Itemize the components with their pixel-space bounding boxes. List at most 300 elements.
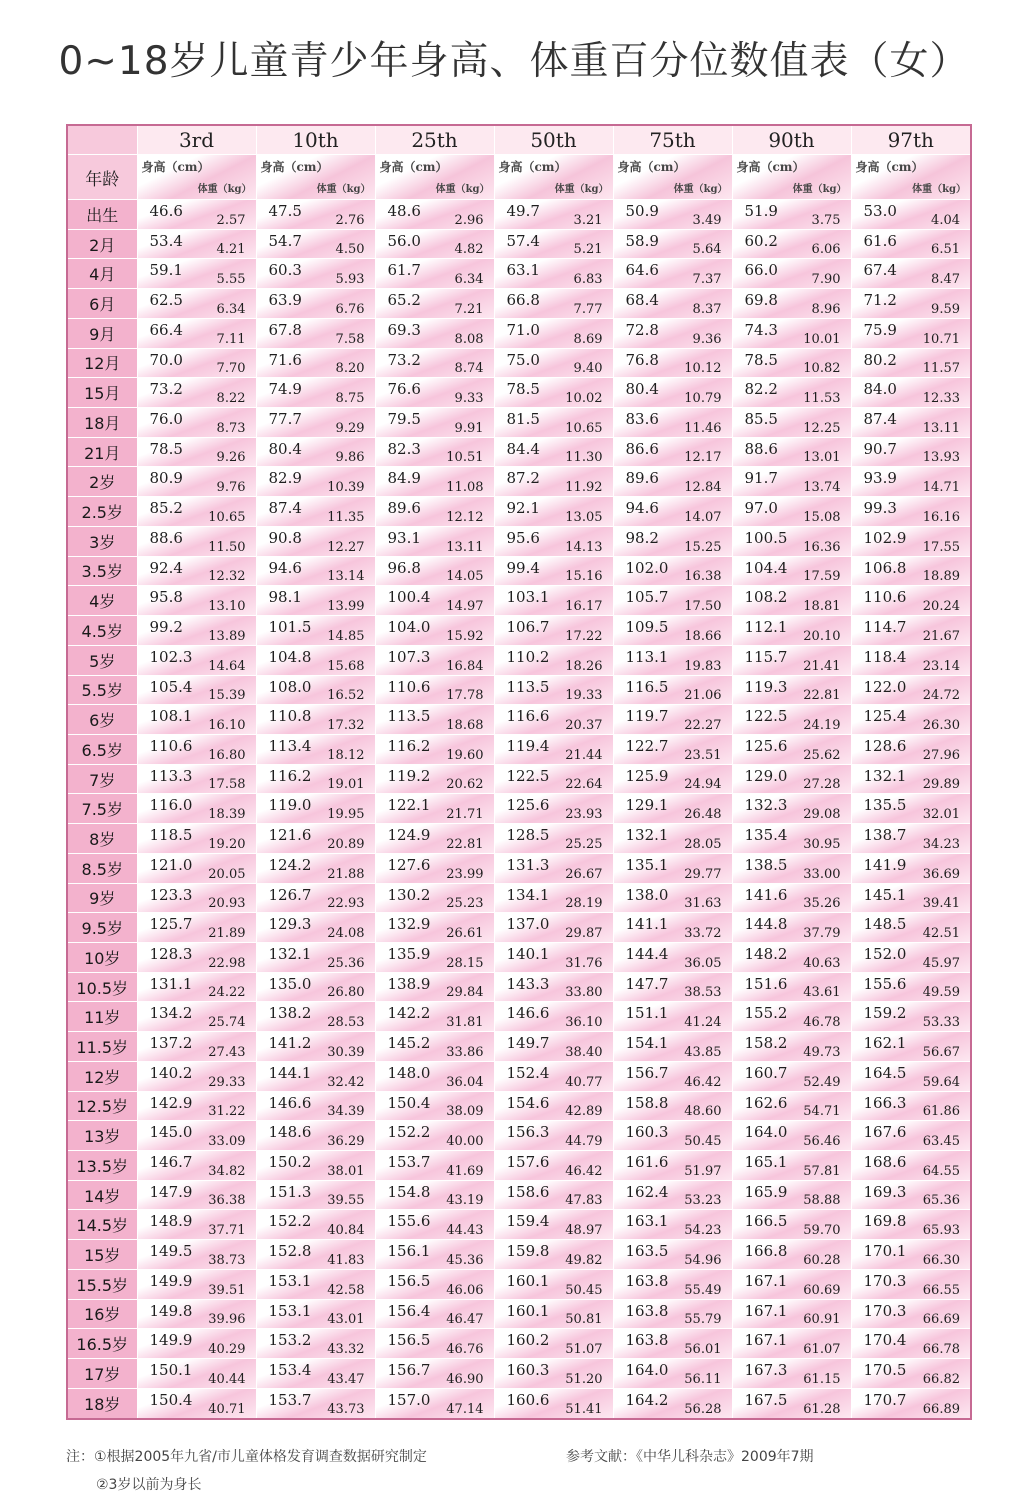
weight-value: 27.43 [208,1044,246,1060]
value-cell [851,913,971,943]
height-value: 66.0 [744,261,778,280]
weight-value: 59.64 [922,1074,960,1090]
value-cell [256,1240,375,1270]
value-cell [137,1151,256,1181]
value-cell [375,289,494,319]
value-cell [137,467,256,497]
height-value: 124.9 [387,826,431,845]
height-value: 138.0 [625,885,669,904]
unit-header-cell [256,155,375,200]
value-cell [732,378,851,408]
weight-value: 40.63 [803,955,841,971]
value-cell [375,437,494,467]
value-cell [851,526,971,556]
value-cell [137,645,256,675]
percentile-header: 10th [256,125,375,155]
height-value: 140.2 [149,1063,193,1082]
value-cell [375,1002,494,1032]
weight-value: 54.96 [684,1252,722,1268]
weight-value: 10.71 [922,331,960,347]
height-value: 80.4 [268,439,302,458]
value-cell [613,883,732,913]
weight-value: 39.96 [208,1312,246,1328]
height-value: 122.0 [863,677,907,696]
value-cell [137,378,256,408]
value-cell [256,586,375,616]
height-value: 130.2 [387,885,431,904]
height-value: 135.4 [744,826,788,845]
weight-value: 8.74 [454,361,484,377]
weight-value: 9.86 [335,450,365,466]
percentile-header: 50th [494,125,613,155]
value-cell [732,348,851,378]
percentile-header: 3rd [137,125,256,155]
value-cell [375,734,494,764]
height-value: 166.8 [744,1242,788,1261]
height-value: 147.9 [149,1182,193,1201]
table-row [67,1091,971,1121]
value-cell [851,794,971,824]
height-value: 67.8 [268,320,302,339]
height-value: 142.9 [149,1093,193,1112]
height-value: 166.5 [744,1212,788,1231]
table-row [67,1329,971,1359]
weight-value: 12.12 [446,509,484,525]
height-value: 82.9 [268,469,302,488]
height-value: 99.4 [506,558,540,577]
height-value: 167.3 [744,1361,788,1380]
weight-value: 23.99 [446,866,484,882]
weight-value: 20.62 [446,777,484,793]
height-value: 148.6 [268,1123,312,1142]
height-value: 124.2 [268,855,312,874]
weight-value: 9.59 [931,301,960,317]
height-value: 154.1 [625,1034,669,1053]
age-cell: 4岁 [67,586,137,616]
value-cell [494,586,613,616]
value-cell [256,1210,375,1240]
unit-header-cell [494,155,613,200]
value-cell [851,616,971,646]
weight-value: 13.14 [327,569,365,585]
height-value: 144.8 [744,915,788,934]
value-cell [613,1091,732,1121]
value-cell [137,824,256,854]
height-value: 108.0 [268,677,312,696]
value-cell [613,824,732,854]
value-cell [613,1240,732,1270]
table-row [67,913,971,943]
height-value: 114.7 [863,618,907,637]
value-cell [494,1299,613,1329]
value-cell [375,645,494,675]
value-cell [851,1002,971,1032]
height-value: 170.3 [863,1301,907,1320]
table-row [67,348,971,378]
weight-value: 61.86 [922,1104,960,1120]
height-value: 169.3 [863,1182,907,1201]
value-cell [732,200,851,230]
weight-value: 17.55 [922,539,960,555]
height-value: 86.6 [625,439,659,458]
value-cell [375,794,494,824]
table-row [67,645,971,675]
value-cell [851,1032,971,1062]
weight-value: 38.40 [565,1044,603,1060]
weight-value: 22.64 [565,777,603,793]
weight-value: 65.36 [922,1193,960,1209]
height-value: 159.2 [863,1004,907,1023]
weight-value: 17.59 [803,569,841,585]
age-cell: 14岁 [67,1180,137,1210]
value-cell [613,526,732,556]
height-value: 109.5 [625,618,669,637]
value-cell [494,408,613,438]
weight-value: 8.96 [811,301,841,317]
height-value: 165.1 [744,1153,788,1171]
value-cell [256,942,375,972]
weight-value: 43.19 [446,1193,484,1209]
value-cell [613,794,732,824]
value-cell [375,1032,494,1062]
weight-value: 43.47 [327,1371,365,1387]
unit-header-row [67,155,971,200]
height-value: 157.0 [387,1390,431,1409]
value-cell [375,705,494,735]
table-row [67,408,971,438]
weight-value: 21.06 [684,688,722,704]
height-value: 108.2 [744,588,788,607]
weight-value: 29.77 [684,866,722,882]
height-value: 69.8 [744,291,778,310]
value-cell [256,318,375,348]
value-cell [375,1180,494,1210]
height-value: 167.1 [744,1301,788,1320]
height-value: 134.2 [149,1004,193,1023]
age-cell: 7岁 [67,764,137,794]
weight-value: 43.32 [327,1342,365,1358]
value-cell [375,556,494,586]
weight-value: 55.49 [684,1282,722,1298]
weight-value: 55.79 [684,1312,722,1328]
value-cell [732,437,851,467]
value-cell [256,259,375,289]
value-cell [494,526,613,556]
height-value: 82.2 [744,380,778,399]
height-value: 61.6 [863,231,897,250]
height-value: 166.3 [863,1093,907,1112]
height-value: 170.3 [863,1271,907,1290]
value-cell [732,1269,851,1299]
height-value: 94.6 [268,558,302,577]
value-cell [137,794,256,824]
value-cell [256,348,375,378]
weight-value: 13.74 [803,480,841,496]
weight-value: 16.10 [208,717,246,733]
value-cell [494,675,613,705]
height-value: 158.6 [506,1182,550,1201]
weight-value: 66.89 [922,1402,960,1417]
weight-value: 13.11 [446,539,484,555]
weight-value: 18.89 [922,569,960,585]
table-row [67,794,971,824]
weight-value: 18.66 [684,628,722,644]
weight-value: 8.73 [216,420,246,436]
value-cell [375,1210,494,1240]
weight-value: 3.75 [811,212,841,228]
value-cell [256,1121,375,1151]
height-value: 122.5 [506,766,550,785]
height-value: 57.4 [506,231,540,250]
weight-value: 56.67 [922,1044,960,1060]
age-cell: 15岁 [67,1240,137,1270]
weight-value: 9.40 [573,361,603,377]
value-cell [494,1359,613,1389]
value-cell [851,586,971,616]
weight-value: 8.69 [573,331,603,347]
value-cell [494,1121,613,1151]
weight-value: 29.84 [446,985,484,1001]
value-cell [613,1121,732,1151]
value-cell [613,1269,732,1299]
weight-value: 46.47 [446,1312,484,1328]
height-value: 59.1 [149,261,183,280]
percentile-table [66,124,972,1420]
weight-value: 41.24 [684,1015,722,1031]
weight-value: 58.88 [803,1193,841,1209]
weight-value: 7.77 [573,301,603,317]
weight-value: 6.76 [335,301,365,317]
weight-value: 9.36 [692,331,722,347]
height-value: 89.6 [387,499,421,518]
value-cell [256,794,375,824]
value-cell [494,942,613,972]
age-cell: 21月 [67,437,137,467]
value-cell [732,616,851,646]
height-value: 65.2 [387,291,421,310]
weight-value: 53.23 [684,1193,722,1209]
height-value: 144.4 [625,944,669,963]
table-row [67,1061,971,1091]
weight-value: 44.43 [446,1223,484,1239]
height-value: 135.1 [625,855,669,874]
weight-value: 3.21 [573,212,603,228]
height-value: 93.9 [863,469,897,488]
weight-value: 26.67 [565,866,603,882]
height-value: 63.9 [268,291,302,310]
height-value: 74.3 [744,320,778,339]
height-value: 60.3 [268,261,302,280]
weight-value: 4.50 [335,242,365,258]
value-cell [851,1240,971,1270]
weight-value: 66.55 [922,1282,960,1298]
value-cell [137,556,256,586]
height-value: 163.8 [625,1331,669,1350]
table-row [67,1121,971,1151]
weight-value: 10.82 [803,361,841,377]
height-value: 94.6 [625,499,659,518]
weight-value: 17.22 [565,628,603,644]
height-value: 159.4 [506,1212,550,1231]
weight-value: 21.44 [565,747,603,763]
age-cell: 9月 [67,318,137,348]
height-value: 69.3 [387,320,421,339]
value-cell [613,289,732,319]
height-value: 152.2 [268,1212,312,1231]
height-value: 164.0 [625,1361,669,1380]
age-cell: 5岁 [67,645,137,675]
height-value: 148.0 [387,1063,431,1082]
weight-value: 11.92 [565,480,603,496]
table-row [67,1210,971,1240]
value-cell [137,318,256,348]
unit-header-cell [613,155,732,200]
weight-value: 19.83 [684,658,722,674]
height-value: 131.3 [506,855,550,874]
height-value: 170.7 [863,1390,907,1409]
weight-value: 13.10 [208,599,246,615]
weight-value: 12.84 [684,480,722,496]
height-value: 108.1 [149,707,193,726]
value-cell [851,289,971,319]
weight-value: 11.08 [446,480,484,496]
height-value: 125.9 [625,766,669,785]
height-value: 66.4 [149,320,183,339]
value-cell [494,289,613,319]
age-cell: 15.5岁 [67,1269,137,1299]
value-cell [494,794,613,824]
table-row [67,437,971,467]
height-value: 106.8 [863,558,907,577]
value-cell [732,1299,851,1329]
height-value: 156.4 [387,1301,431,1320]
height-value: 84.0 [863,380,897,399]
height-value: 105.4 [149,677,193,696]
weight-value: 36.38 [208,1193,246,1209]
age-cell: 4.5岁 [67,616,137,646]
weight-value: 40.84 [327,1223,365,1239]
age-cell: 11.5岁 [67,1032,137,1062]
weight-value: 14.71 [922,480,960,496]
height-value: 116.5 [625,677,669,696]
age-cell: 6月 [67,289,137,319]
height-value: 95.6 [506,528,540,547]
value-cell [256,824,375,854]
value-cell [613,942,732,972]
weight-value: 40.71 [208,1402,246,1417]
height-value: 155.2 [744,1004,788,1023]
value-cell [613,1151,732,1181]
value-cell [494,1210,613,1240]
value-cell [375,408,494,438]
weight-value: 37.71 [208,1223,246,1239]
height-value: 113.5 [506,677,550,696]
table-row [67,497,971,527]
value-cell [732,1388,851,1419]
height-value: 153.7 [387,1153,431,1171]
weight-value: 24.72 [922,688,960,704]
weight-value: 10.65 [208,509,246,525]
weight-value: 65.93 [922,1223,960,1239]
table-row [67,200,971,230]
value-cell [613,467,732,497]
value-cell [732,1151,851,1181]
height-value: 116.0 [149,796,193,815]
height-unit-label: 身高（cm） [498,160,567,174]
table-row [67,734,971,764]
weight-value: 47.83 [565,1193,603,1209]
value-cell [256,1388,375,1419]
weight-value: 11.46 [684,420,722,436]
age-cell: 15月 [67,378,137,408]
height-value: 80.9 [149,469,183,488]
height-value: 118.4 [863,647,907,666]
value-cell [851,734,971,764]
age-cell: 9.5岁 [67,913,137,943]
weight-value: 11.57 [922,361,960,377]
height-unit-label: 身高（cm） [855,160,924,174]
weight-value: 9.76 [216,480,246,496]
value-cell [137,853,256,883]
value-cell [613,645,732,675]
weight-value: 27.96 [922,747,960,763]
height-value: 92.1 [506,499,540,518]
height-value: 125.4 [863,707,907,726]
value-cell [256,764,375,794]
table-row [67,1240,971,1270]
value-cell [375,348,494,378]
value-cell [613,764,732,794]
weight-value: 43.85 [684,1044,722,1060]
value-cell [732,467,851,497]
value-cell [494,1061,613,1091]
weight-value: 43.01 [327,1312,365,1328]
value-cell [256,556,375,586]
table-row [67,526,971,556]
height-value: 170.5 [863,1361,907,1380]
value-cell [256,200,375,230]
weight-value: 16.16 [922,509,960,525]
value-cell [494,764,613,794]
value-cell [494,913,613,943]
weight-value: 21.67 [922,628,960,644]
height-value: 162.6 [744,1093,788,1112]
value-cell [613,348,732,378]
age-cell: 13岁 [67,1121,137,1151]
age-cell: 16岁 [67,1299,137,1329]
weight-value: 44.79 [565,1134,603,1149]
height-value: 170.1 [863,1242,907,1261]
height-value: 146.6 [268,1093,312,1112]
height-value: 75.9 [863,320,897,339]
weight-value: 59.70 [803,1223,841,1239]
height-value: 125.7 [149,915,193,934]
value-cell [375,1329,494,1359]
weight-value: 56.46 [803,1134,841,1149]
table-row [67,1151,971,1181]
weight-value: 36.69 [922,866,960,882]
height-value: 156.1 [387,1242,431,1261]
weight-value: 61.15 [803,1371,841,1387]
weight-value: 33.86 [446,1044,484,1060]
height-value: 79.5 [387,410,421,429]
value-cell [732,1210,851,1240]
table-row [67,318,971,348]
footnote-1: 注：①根据2005年九省/市儿童体格发育调查数据研究制定 [66,1449,427,1465]
height-value: 145.2 [387,1034,431,1053]
weight-value: 23.93 [565,807,603,823]
age-cell: 16.5岁 [67,1329,137,1359]
